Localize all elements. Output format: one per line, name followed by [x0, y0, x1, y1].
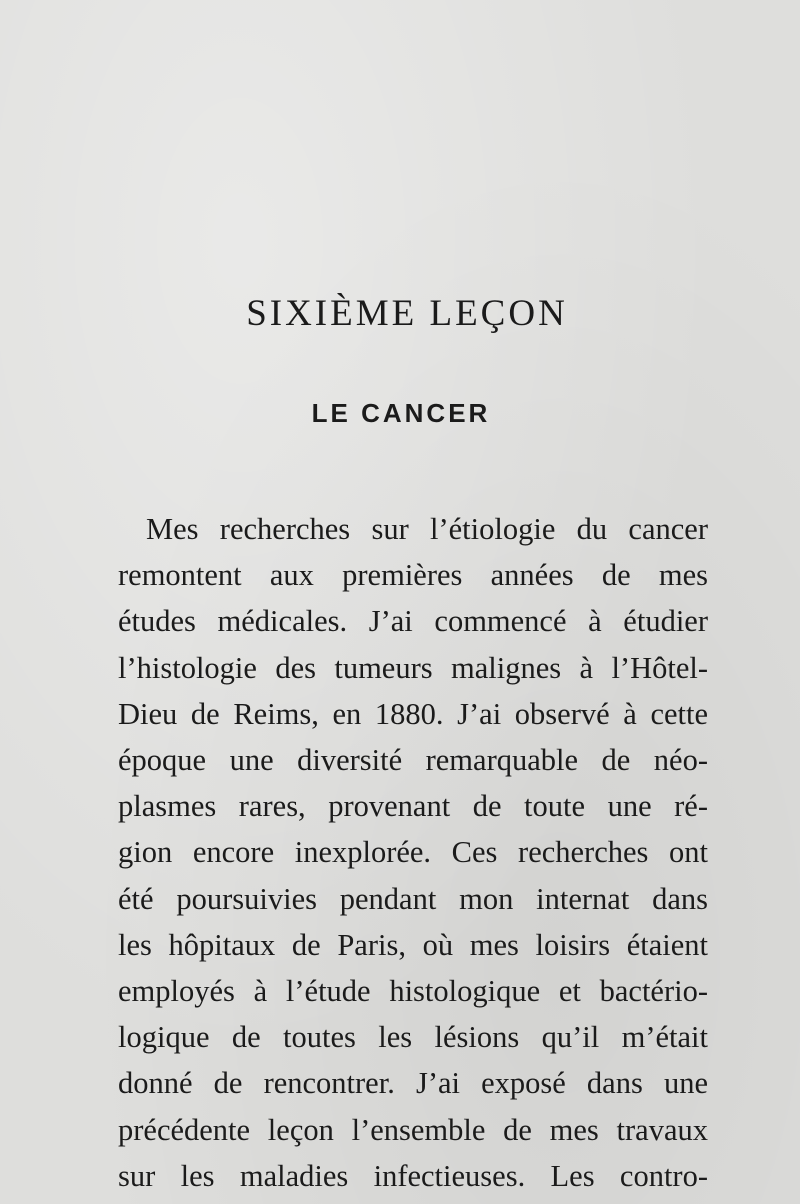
text-line: donné de rencontrer. J’ai exposé dans une — [118, 1066, 708, 1101]
text-line: études médicales. J’ai commencé à étudier — [118, 604, 708, 639]
text-line: été poursuivies pendant mon internat dans — [118, 881, 708, 916]
text-line: précédente leçon l’ensemble de mes travaux — [118, 1112, 708, 1147]
text-line: employés à l’étude histologique et bactério- — [118, 974, 708, 1009]
chapter-title: SIXIÈME LEÇON — [246, 293, 568, 334]
text-line: Mes recherches sur l’étiologie du cancer — [146, 512, 708, 546]
text-line: époque une diversité remarquable de néo- — [118, 743, 708, 778]
text-line: les hôpitaux de Paris, où mes loisirs étaient — [118, 927, 708, 962]
text-line: remontent aux premières années de mes — [118, 558, 708, 593]
text-line: Dieu de Reims, en 1880. J’ai observé à cette — [118, 696, 708, 731]
text-line: l’histologie des tumeurs malignes à l’Hôtel- — [118, 650, 708, 685]
text-line: sur les maladies infectieuses. Les contro- — [118, 1158, 708, 1193]
body-paragraph — [118, 506, 708, 1199]
text-line: logique de toutes les lésions qu’il m’était — [118, 1020, 708, 1055]
text-line: gion encore inexplorée. Ces recherches ont — [118, 835, 708, 870]
text-line: plasmes rares, provenant de toute une ré- — [118, 789, 708, 824]
section-title: LE CANCER — [311, 398, 491, 428]
